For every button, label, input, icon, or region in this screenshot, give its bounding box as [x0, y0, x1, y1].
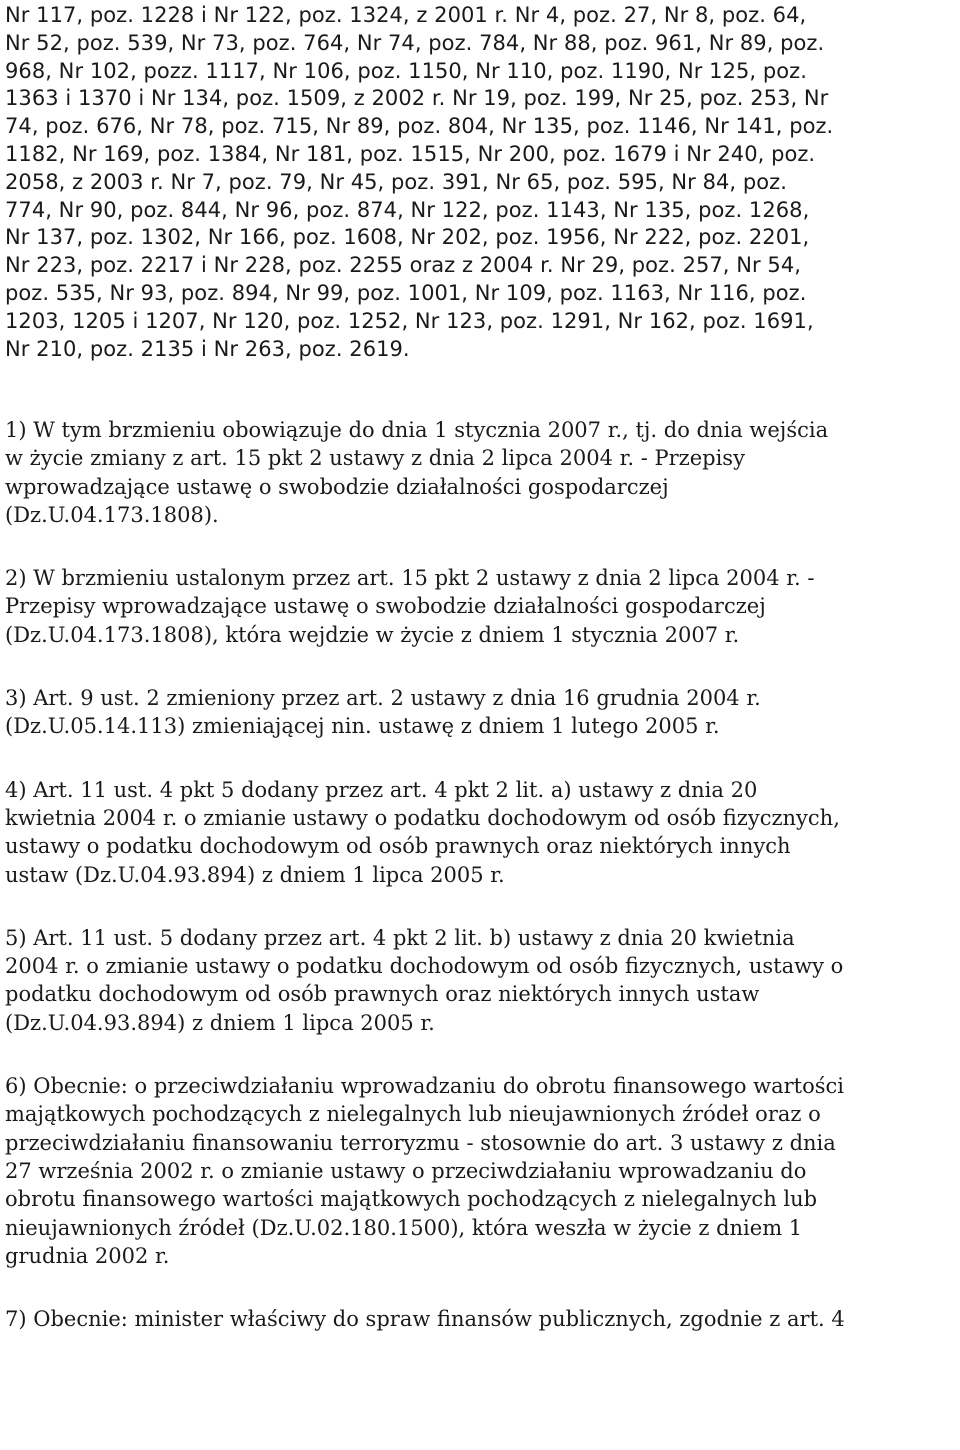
amendment-list-paragraph: Nr 117, poz. 1228 i Nr 122, poz. 1324, z 2001 r. Nr 4, poz. 27, Nr 8, poz. 64, Nr 52, poz. 539, Nr 73, poz. 764, Nr 74, poz. 784, Nr 88, poz. 961, Nr 89, poz. 968, Nr 102, pozz. 1117, Nr 106, poz. 1150, Nr 110, poz. 1190, Nr 125, poz. 1363 i 1370 i Nr 134, poz. 1509, z 2002 r. Nr 19, poz. 199, Nr 25, poz. 253, Nr 74, poz. 676, Nr 78, poz. 715, Nr 89, poz. 804, Nr 135, poz. 1146, Nr 141, poz. 1182, Nr 169, poz. 1384, Nr 181, poz. 1515, Nr 200, poz. 1679 i Nr 240, poz. 2058, z 2003 r. Nr 7, poz. 79, Nr 45, poz. 391, Nr 65, poz. 595, Nr 84, poz. 774, Nr 90, poz. 844, Nr 96, poz. 874, Nr 122, poz. 1143, Nr 135, poz. 1268, Nr 137, poz. 1302, Nr 166, poz. 1608, Nr 202, poz. 1956, Nr 222, poz. 2201, Nr 223, poz. 2217 i Nr 228, poz. 2255 oraz z 2004 r. Nr 29, poz. 257, Nr 54, poz. 535, Nr 93, poz. 894, Nr 99, poz. 1001, Nr 109, poz. 1163, Nr 116, poz. 1203, 1205 i 1207, Nr 120, poz. 1252, Nr 123, poz. 1291, Nr 162, poz. 1691, Nr 210, poz. 2135 i Nr 263, poz. 2619. [5, 3, 834, 361]
footnote-3: 3) Art. 9 ust. 2 zmieniony przez art. 2 ustawy z dnia 16 grudnia 2004 r. (Dz.U.05.14.113) zmieniającej nin. ustawę z dniem 1 lutego 2005 r. [5, 686, 761, 739]
footnote-1: 1) W tym brzmieniu obowiązuje do dnia 1 stycznia 2007 r., tj. do dnia wejścia w życie zmiany z art. 15 pkt 2 ustawy z dnia 2 lipca 2004 r. - Przepisy wprowadzające ustawę o swobodzie działalności gospodarczej (Dz.U.04.173.1808). [5, 418, 829, 527]
footnote-5: 5) Art. 11 ust. 5 dodany przez art. 4 pkt 2 lit. b) ustawy z dnia 20 kwietnia 2004 r. o zmianie ustawy o podatku dochodowym od osób fizycznych, ustawy o podatku dochodowym od osób prawnych oraz niektórych innych ustaw (Dz.U.04.93.894) z dniem 1 lipca 2005 r. [5, 925, 844, 1035]
footnote-7: 7) Obecnie: minister właściwy do spraw finansów publicznych, zgodnie z art. 4 [5, 1307, 845, 1332]
footnotes-list [5, 416, 957, 1368]
footnote-2: 2) W brzmieniu ustalonym przez art. 15 pkt 2 ustawy z dnia 2 lipca 2004 r. - Przepisy wprowadzające ustawę o swobodzie działalności gospodarczej (Dz.U.04.173.1808), która wejdzie w życie z dniem 1 stycznia 2007 r. [5, 566, 815, 647]
footnote-4: 4) Art. 11 ust. 4 pkt 5 dodany przez art. 4 pkt 2 lit. a) ustawy z dnia 20 kwietnia 2004 r. o zmianie ustawy o podatku dochodowym od osób fizycznych, ustawy o podatku dochodowym od osób prawnych oraz niektórych innych ustaw (Dz.U.04.93.894) z dniem 1 lipca 2005 r. [5, 777, 840, 887]
footnote-6: 6) Obecnie: o przeciwdziałaniu wprowadzaniu do obrotu finansowego wartości majątkowych pochodzących z nielegalnych lub nieujawnionych źródeł oraz o przeciwdziałaniu finansowaniu terroryzmu - stosownie do art. 3 ustawy z dnia 27 września 2002 r. o zmianie ustawy o przeciwdziałaniu wprowadzaniu do obrotu finansowego wartości majątkowych pochodzących z nielegalnych lub nieujawnionych źródeł (Dz.U.02.180.1500), która weszła w życie z dniem 1 grudnia 2002 r. [5, 1074, 845, 1268]
